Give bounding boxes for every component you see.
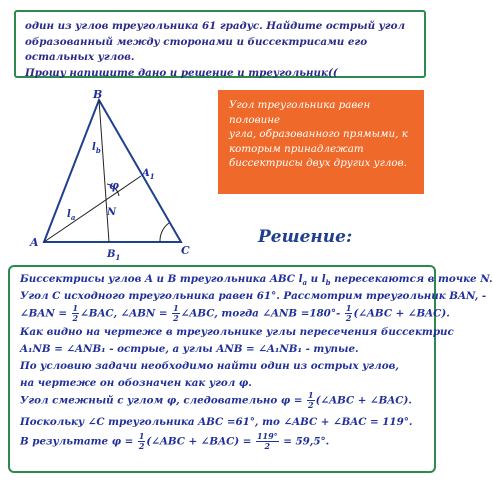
solution-line: A₁NB = ∠ANB₁ - острые, а углы ANB = ∠A₁NB₁ - тупые. — [20, 343, 359, 355]
bisector-la — [44, 176, 141, 242]
note-line: Угол треугольника равен половине — [229, 99, 371, 126]
solution-line: Угол C исходного треугольника равен 61°. Рассмотрим треугольник BAN, - — [20, 290, 487, 302]
solution-line: Биссектрисы углов A и B треугольника ABC $l_a$ и $l_b$ пересекаются в точке N. — [20, 273, 493, 288]
label-a1: $A_1$ — [142, 168, 155, 181]
question-text — [25, 19, 421, 81]
label-n: N — [107, 207, 117, 218]
question-line: образованный между сторонами и биссектрисами его остальных углов. — [25, 35, 368, 63]
angle-c-arc — [160, 223, 169, 242]
solution-line: Как видно на чертеже в треугольнике углы пересечения биссектрис — [20, 326, 454, 338]
rule-note — [218, 90, 424, 194]
label-phi: φ — [109, 179, 119, 192]
triangle-abc — [44, 100, 181, 242]
solution-line: ∠BAN = $\frac{1}{2}$ ∠BAC, ∠ABN = $\frac{1}{2}$ ∠ABC, тогда ∠ANB =180°- $\frac{1}{2}$ (∠ABC + ∠BAC). — [20, 303, 450, 323]
triangle-figure — [0, 82, 215, 262]
rule-note-text — [229, 98, 415, 171]
solution-line: на чертеже он обозначен как угол φ. — [20, 377, 252, 389]
solution-title: Решение: — [258, 227, 353, 247]
question-line: один из углов треугольника 61 градус. Найдите острый угол — [25, 20, 405, 32]
question-box — [14, 10, 426, 78]
solution-line: По условию задачи необходимо найти один из острых углов, — [20, 360, 399, 372]
note-line: угла, образованного прямыми, к — [229, 128, 408, 140]
label-la: $l_a$ — [67, 209, 76, 222]
solution-line: В результате φ = $\frac{1}{2}$ (∠ABC + ∠BAC) = $\frac{119^\circ}{2}$ = 59,5°. — [20, 431, 330, 451]
bisector-lb — [99, 100, 109, 242]
label-a: A — [30, 236, 39, 249]
question-line: Прошу напишите дано и решение и треугольник(( — [25, 66, 338, 79]
note-line: биссектрисы двух других углов. — [229, 157, 407, 169]
label-lb: $l_b$ — [92, 142, 101, 155]
label-b: B — [93, 88, 103, 101]
solution-line: Угол смежный с углом φ, следовательно φ = $\frac{1}{2}$ (∠ABC + ∠BAC). — [20, 390, 412, 410]
label-c: C — [181, 244, 190, 257]
solution-box — [8, 265, 493, 473]
note-line: которым принадлежат — [229, 142, 364, 155]
label-b1: $B_1$ — [107, 249, 121, 262]
solution-line: Поскольку ∠C треугольника ABC =61°, то ∠ABC + ∠BAC = 119°. — [20, 416, 413, 428]
